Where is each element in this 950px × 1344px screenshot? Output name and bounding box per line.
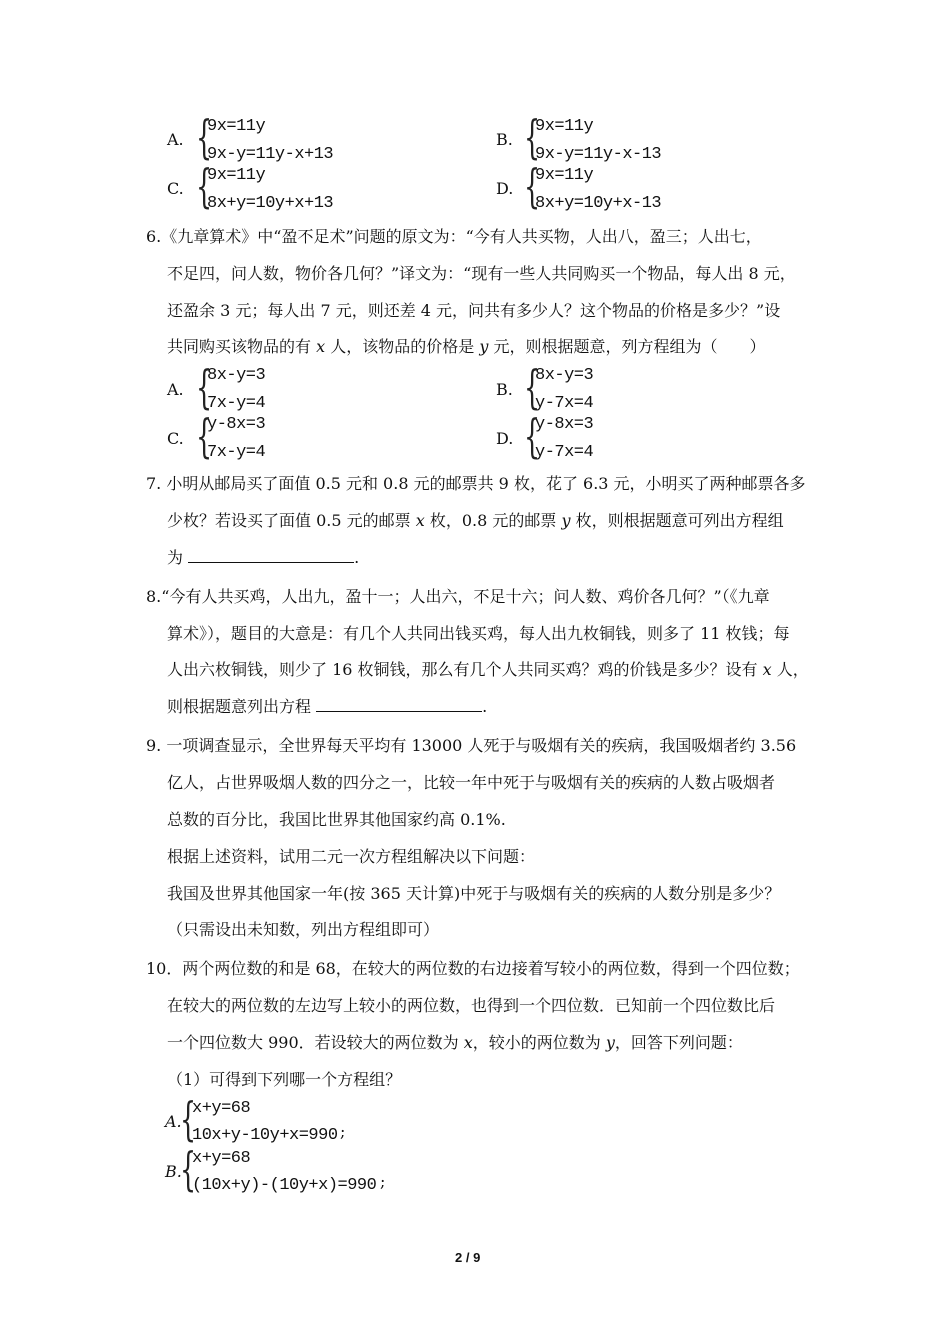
q9-line-4: 根据上述资料，试用二元一次方程组解决以下问题： bbox=[167, 847, 536, 866]
q10-line-4: （1）可得到下列哪一个方程组？ bbox=[167, 1070, 402, 1089]
q8-line-3: 人出六枚铜钱，则少了 16 枚铜钱，那么有几个人共同买鸡？鸡的价钱是多少？设有 x 人， bbox=[167, 660, 809, 679]
equation-1: 8x-y=3 bbox=[535, 366, 594, 385]
option-label: A. bbox=[165, 1112, 182, 1131]
equation-2: 9x-y=11y-x+13 bbox=[207, 145, 334, 164]
equation-1: y-8x=3 bbox=[207, 415, 266, 434]
q9-line-6: （只需设出未知数，列出方程组即可） bbox=[167, 920, 440, 939]
answer-blank[interactable] bbox=[188, 548, 354, 563]
brace-icon: { bbox=[196, 110, 213, 164]
q9-line-2: 亿人，占世界吸烟人数的四分之一，比较一年中死于与吸烟有关的疾病的人数占吸烟者 bbox=[167, 773, 776, 792]
equation-1: 9x=11y bbox=[535, 117, 594, 136]
equation-2: y-7x=4 bbox=[535, 394, 594, 413]
equation-1: y-8x=3 bbox=[535, 415, 594, 434]
brace-icon: { bbox=[180, 1142, 197, 1196]
q7-line-3: 为 . bbox=[167, 548, 360, 567]
equation-2: 7x-y=4 bbox=[207, 394, 266, 413]
q6-line-1: 6.《九章算术》中“盈不足术”问题的原文为：“今有人共买物，人出八，盈三；人出七， bbox=[146, 227, 762, 246]
equation-2: y-7x=4 bbox=[535, 443, 594, 462]
brace-icon: { bbox=[524, 409, 541, 463]
q10-line-1: 10．两个两位数的和是 68，在较大的两位数的右边接着写较小的两位数，得到一个四位数； bbox=[146, 959, 800, 978]
semicolon: ; bbox=[380, 1172, 386, 1191]
equation-1: x+y=68 bbox=[192, 1099, 251, 1118]
q8-line-1: 8.“今有人共买鸡，人出九，盈十一；人出六，不足十六；问人数、鸡价各几何？”（《九章 bbox=[146, 587, 770, 606]
answer-blank[interactable] bbox=[316, 697, 482, 712]
equation-2: 9x-y=11y-x-13 bbox=[535, 145, 662, 164]
q7-line-1: 7. 小明从邮局买了面值 0.5 元和 0.8 元的邮票共 9 枚，花了 6.3 元，小明买了两种邮票各多 bbox=[146, 474, 806, 493]
brace-icon: { bbox=[180, 1092, 197, 1146]
brace-icon: { bbox=[524, 360, 541, 414]
q8-line-4: 则根据题意列出方程 . bbox=[167, 697, 488, 716]
option-label: C. bbox=[167, 429, 184, 448]
equation-2: (10x+y)-(10y+x)=990 bbox=[192, 1176, 377, 1195]
brace-icon: { bbox=[524, 159, 541, 213]
brace-icon: { bbox=[196, 159, 213, 213]
equation-1: 9x=11y bbox=[207, 117, 266, 136]
equation-1: 8x-y=3 bbox=[207, 366, 266, 385]
brace-icon: { bbox=[524, 110, 541, 164]
page-number: 2 / 9 bbox=[455, 1250, 481, 1265]
brace-icon: { bbox=[196, 360, 213, 414]
q8-line-2: 算术》），题目的大意是：有几个人共同出钱买鸡，每人出九枚铜钱，则多了 11 枚钱；每 bbox=[167, 624, 790, 643]
equation-1: 9x=11y bbox=[207, 166, 266, 185]
option-label: A. bbox=[167, 130, 184, 149]
equation-2: 8x+y=10y+x+13 bbox=[207, 194, 334, 213]
q6-line-4: 共同购买该物品的有 x 人，该物品的价格是 y 元，则根据题意，列方程组为（ ） bbox=[167, 337, 766, 356]
semicolon: ; bbox=[340, 1122, 346, 1141]
option-label: C. bbox=[167, 179, 184, 198]
q10-line-3: 一个四位数大 990．若设较大的两位数为 x，较小的两位数为 y，回答下列问题： bbox=[167, 1033, 743, 1052]
option-label: B. bbox=[496, 380, 513, 399]
equation-2: 10x+y-10y+x=990 bbox=[192, 1126, 338, 1145]
q6-line-2: 不足四，问人数，物价各几何？”译文为：“现有一些人共同购买一个物品，每人出 8 元， bbox=[167, 264, 796, 283]
equation-1: 9x=11y bbox=[535, 166, 594, 185]
brace-icon: { bbox=[196, 409, 213, 463]
q6-line-3: 还盈余 3 元；每人出 7 元，则还差 4 元，问共有多少人？这个物品的价格是多少？”设 bbox=[167, 301, 781, 320]
option-label: D. bbox=[496, 429, 514, 448]
equation-1: x+y=68 bbox=[192, 1149, 251, 1168]
q10-line-2: 在较大的两位数的左边写上较小的两位数，也得到一个四位数．已知前一个四位数比后 bbox=[167, 996, 776, 1015]
q9-line-5: 我国及世界其他国家一年(按 365 天计算)中死于与吸烟有关的疾病的人数分别是多少？ bbox=[167, 884, 781, 903]
option-label: A. bbox=[167, 380, 184, 399]
option-label: D. bbox=[496, 179, 514, 198]
equation-2: 8x+y=10y+x-13 bbox=[535, 194, 662, 213]
option-label: B. bbox=[496, 130, 513, 149]
equation-2: 7x-y=4 bbox=[207, 443, 266, 462]
q9-line-1: 9. 一项调查显示，全世界每天平均有 13000 人死于与吸烟有关的疾病，我国吸烟者约 3.56 bbox=[146, 736, 797, 755]
q7-line-2: 少枚？若设买了面值 0.5 元的邮票 x 枚，0.8 元的邮票 y 枚，则根据题意可列出方程组 bbox=[167, 511, 784, 530]
q9-line-3: 总数的百分比，我国比世界其他国家约高 0.1%. bbox=[167, 810, 506, 829]
option-label: B. bbox=[165, 1162, 182, 1181]
